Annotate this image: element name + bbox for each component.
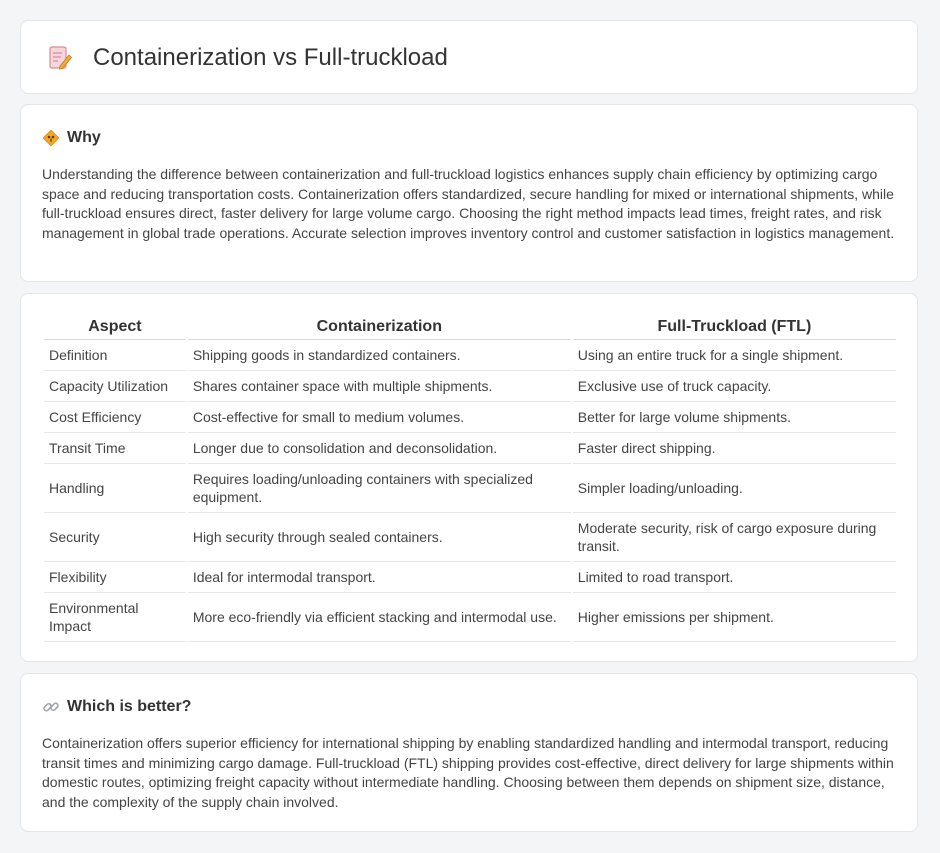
row-ftl: Limited to road transport. — [573, 562, 896, 593]
row-containerization: Shares container space with multiple shipments. — [188, 371, 571, 402]
row-aspect: Definition — [44, 340, 186, 371]
row-containerization: Requires loading/unloading containers with specialized equipment. — [188, 464, 571, 513]
row-containerization: Cost-effective for small to medium volumes. — [188, 402, 571, 433]
row-containerization: Longer due to consolidation and deconsolidation. — [188, 433, 571, 464]
which-header — [42, 696, 191, 718]
why-heading: Why — [67, 129, 101, 146]
why-section — [20, 104, 918, 282]
row-aspect: Cost Efficiency — [44, 402, 186, 433]
header-ftl: Full-Truckload (FTL) — [573, 316, 896, 340]
link-icon — [42, 698, 60, 716]
document-pencil-icon — [47, 45, 73, 71]
why-text: Understanding the difference between containerization and full-truckload logistics enhances supply chain efficiency by optimizing cargo space and reducing transportation costs. Containerization offers standardized, secure handling for mixed or international shipments, while full-truckload ensures direct, faster delivery for large volume cargo. Choosing the right method impacts lead times, freight rates, and risk management in global trade operations. Accurate selection improves inventory control and customer satisfaction in logistics management. — [42, 166, 895, 241]
row-aspect: Capacity Utilization — [44, 371, 186, 402]
row-containerization: High security through sealed containers. — [188, 513, 571, 562]
row-containerization: Shipping goods in standardized containers. — [188, 340, 571, 371]
row-aspect: Security — [44, 513, 186, 562]
why-header — [42, 127, 101, 149]
table-row — [44, 371, 896, 402]
row-ftl: Exclusive use of truck capacity. — [573, 371, 896, 402]
row-containerization: Ideal for intermodal transport. — [188, 562, 571, 593]
title-card — [20, 20, 918, 94]
row-aspect: Flexibility — [44, 562, 186, 593]
row-aspect: Environmental Impact — [44, 593, 186, 642]
which-heading: Which is better? — [67, 698, 192, 715]
row-aspect: Handling — [44, 464, 186, 513]
table-row — [44, 562, 896, 593]
comparison-card — [20, 293, 918, 662]
warning-sign-icon — [42, 129, 60, 147]
row-ftl: Better for large volume shipments. — [573, 402, 896, 433]
which-section — [20, 673, 918, 832]
header-aspect: Aspect — [44, 316, 186, 340]
row-ftl: Simpler loading/unloading. — [573, 464, 896, 513]
row-containerization: More eco-friendly via efficient stacking and intermodal use. — [188, 593, 571, 642]
header-containerization: Containerization — [188, 316, 571, 340]
row-ftl: Higher emissions per shipment. — [573, 593, 896, 642]
table-row — [44, 340, 896, 371]
table-header-row — [44, 316, 896, 340]
row-ftl: Faster direct shipping. — [573, 433, 896, 464]
table-row — [44, 513, 896, 562]
table-row — [44, 433, 896, 464]
row-aspect: Transit Time — [44, 433, 186, 464]
table-row — [44, 593, 896, 642]
table-row — [44, 402, 896, 433]
row-ftl: Moderate security, risk of cargo exposure during transit. — [573, 513, 896, 562]
page-title: Containerization vs Full-truckload — [93, 44, 448, 71]
row-ftl: Using an entire truck for a single shipment. — [573, 340, 896, 371]
table-row — [44, 464, 896, 513]
which-text: Containerization offers superior efficiency for international shipping by enabling standardized handling and intermodal transport, reducing transit times and minimizing cargo damage. Full-truckload (FTL) shipping provides cost-effective, direct delivery for large shipments within domestic routes, optimizing freight capacity without intermediate handling. Choosing between them depends on shipment size, distance, and the complexity of the supply chain involved. — [42, 735, 894, 810]
comparison-table — [42, 316, 898, 642]
